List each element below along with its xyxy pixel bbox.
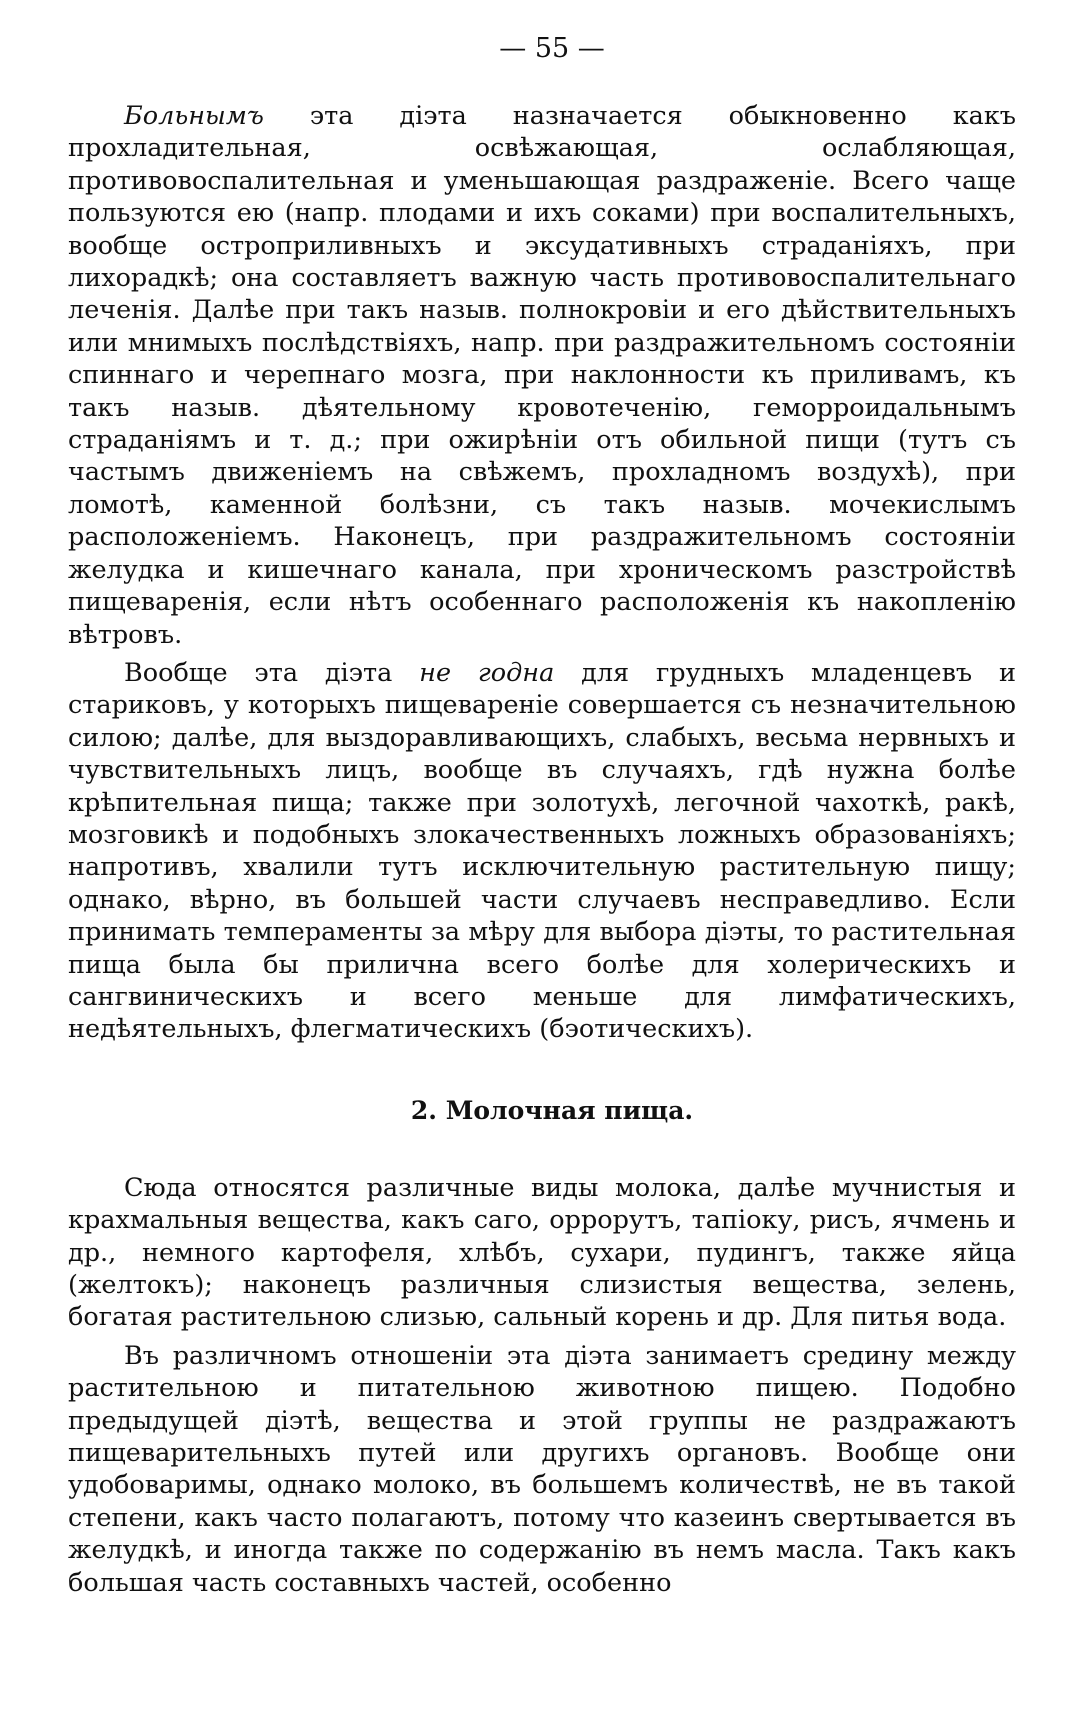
paragraph-1-text: эта діэта назначается обыкновенно какъ прохладительная, освѣжающая, ослабляющая, противовоспалительная и уменьшающая раздраженіе. Всего чаще пользуются ею (напр. плодами и ихъ соками) при воспалительныхъ, вообще остроприливныхъ и эксудативныхъ страданіяхъ, при лихорадкѣ; она составляетъ важную часть противовоспалительнаго леченія. Далѣе при такъ назыв. полнокровіи и его дѣйствительныхъ или мнимыхъ послѣдствіяхъ, напр. при раздражительномъ состояніи спиннаго и черепнаго мозга, при наклонности къ приливамъ, къ такъ назыв. дѣятельному кровотеченію, геморроидальнымъ страданіямъ и т. д.; при ожирѣніи отъ обильной пищи (тутъ съ частымъ движеніемъ на свѣжемъ, прохладномъ воздухѣ), при ломотѣ, каменной болѣзни, съ такъ назыв. мочекислымъ расположеніемъ. Наконецъ, при раздражительномъ состояніи желудка и кишечнаго канала, при хроническомъ разстройствѣ пищеваренія, если нѣтъ особеннаго расположенія къ накопленію вѣтровъ. (68, 101, 1016, 650)
paragraph-2-text-start: Вообще эта діэта (124, 657, 420, 688)
section-paragraph-2: Въ различномъ отношеніи эта діэта занимаетъ средину между растительною и питательною животною пищею. Подобно предыдущей діэтѣ, вещества и этой группы не раздражаютъ пищеварительныхъ путей или другихъ органовъ. Вообще они удобоваримы, однако молоко, въ большемъ количествѣ, не въ такой степени, какъ часто полагаютъ, потому что казеинъ свертывается въ желудкѣ, и иногда также по содержанію въ немъ масла. Такъ какъ большая часть составныхъ частей, особенно (68, 1340, 1016, 1598)
italic-lead-word: Больнымъ (124, 101, 264, 131)
section-heading: 2. Молочная пища. (410, 1095, 694, 1125)
paragraph-2 (68, 657, 1016, 1046)
paragraph-1 (68, 100, 1016, 651)
italic-emphasis: не годна (419, 657, 555, 688)
section-paragraph-1: Сюда относятся различные виды молока, далѣе мучнистыя и крахмальныя вещества, какъ саго, оррорутъ, тапіоку, рисъ, ячмень и др., немного картофеля, хлѣбъ, сухари, пудингъ, также яйца (желтокъ); наконецъ различныя слизистыя вещества, зелень, богатая растительною слизью, сальный корень и др. Для питья вода. (68, 1172, 1016, 1333)
page-number: — 55 — (499, 33, 605, 64)
paragraph-2-text-end: для грудныхъ младенцевъ и стариковъ, у которыхъ пищевареніе совершается съ незначительною силою; далѣе, для выздоравливающихъ, слабыхъ, весьма нервныхъ и чувствительныхъ лицъ, вообще въ случаяхъ, гдѣ нужна болѣе крѣпительная пища; также при золотухѣ, легочной чахоткѣ, ракѣ, мозговикѣ и подобныхъ злокачественныхъ ложныхъ образованіяхъ; напротивъ, хвалили тутъ исключительную растительную пищу; однако, вѣрно, въ большей части случаевъ несправедливо. Если принимать темпераменты за мѣру для выбора діэты, то растительная пища была бы прилична всего болѣе для холерическихъ и сангвиническихъ и всего меньше для лимфатическихъ, недѣятельныхъ, флегматическихъ (бэотическихъ). (68, 657, 1016, 1045)
book-page (68, 30, 1016, 1605)
